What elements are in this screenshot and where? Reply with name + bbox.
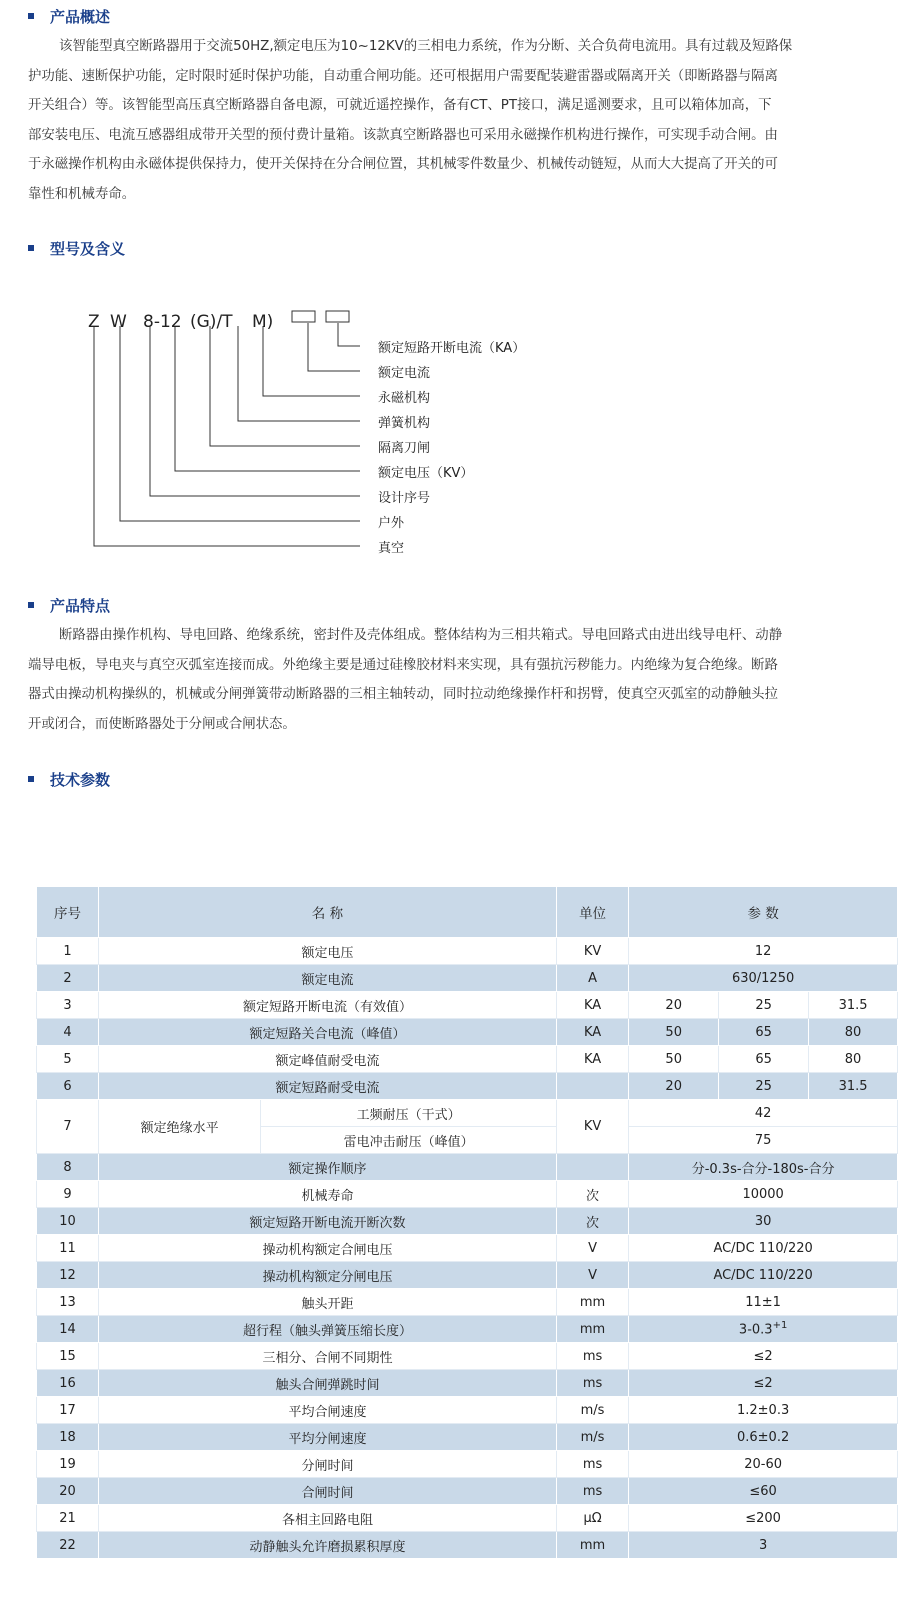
table-row [37,1154,898,1181]
paragraph-line: 器式由操动机构操纵的，机械或分闸弹簧带动断路器的三相主轴转动，同时拉动绝缘操作杆和拐臂，使真空灭弧室的动静触头拉 [28,687,778,702]
cell-value: 65 [719,1019,809,1046]
blank-box-1 [292,311,315,322]
table-row [37,1289,898,1316]
features-title: 产品特点 [50,597,111,615]
cell-unit: ms [556,1343,628,1370]
value-text: ≤60 [749,1483,777,1499]
cell-unit: ms [556,1370,628,1397]
code-part-m: M) [252,312,274,332]
value-text: 分-0.3s-合分-180s-合分 [691,1161,835,1177]
cell-name: 额定短路耐受电流 [99,1073,557,1100]
cell-subname: 雷电冲击耐压（峰值） [261,1127,557,1154]
cell-name: 额定电压 [99,938,557,965]
cell-unit: ms [556,1478,628,1505]
table-row [37,1208,898,1235]
paragraph-line: 该智能型真空断路器用于交流50HZ,额定电压为10~12KV的三相电力系统，作为分断、关合负荷电流用。具有过载及短路保 [59,39,793,54]
cell-name: 额定短路开断电流开断次数 [99,1208,557,1235]
cell-value: 65 [719,1046,809,1073]
code-part-8-12: 8-12 [143,312,182,332]
paragraph-line: 开或闭合，而使断路器处于分闸或合闸状态。 [28,716,296,732]
cell-value [629,1478,898,1505]
table-row [37,965,898,992]
cell-no: 15 [37,1343,99,1370]
table-row [37,992,898,1019]
cell-value: 20 [629,1073,719,1100]
cell-value [629,1289,898,1316]
cell-no: 7 [37,1100,99,1154]
cell-unit: μΩ [556,1505,628,1532]
cell-name: 额定操作顺序 [99,1154,557,1181]
cell-name: 合闸时间 [99,1478,557,1505]
table-row [37,1262,898,1289]
overview-paragraph [28,32,898,209]
cell-name: 分闸时间 [99,1451,557,1478]
value-text: 20-60 [744,1456,782,1472]
cell-name: 三相分、合闸不同期性 [99,1343,557,1370]
paragraph-line: 开关组合）等。该智能型高压真空断路器自备电源，可就近遥控操作，备有CT、PT接口，满足遥测要求，且可以箱体加高，下 [28,98,772,113]
cell-no: 1 [37,938,99,965]
connector-line [94,326,360,546]
cell-unit: KV [556,1100,628,1154]
paragraph-line: 端导电板，导电夹与真空灭弧室连接而成。外绝缘主要是通过硅橡胶材料来实现，具有强抗污秽能力。内绝缘为复合绝缘。断路 [28,657,778,673]
cell-unit: V [556,1262,628,1289]
paragraph-line: 护功能、速断保护功能，定时限时延时保护功能，自动重合闸功能。还可根据用户需要配装避雷器或隔离开关（即断路器与隔离 [28,68,778,84]
code-part-z: Z [88,312,100,332]
model-label: 真空 [378,541,405,556]
code-part-g-t: (G)/T [190,312,233,332]
value-text: ≤2 [753,1375,773,1391]
cell-unit: V [556,1235,628,1262]
table-row [37,1505,898,1532]
value-text: 1.2±0.3 [736,1402,790,1418]
value-text: 12 [754,943,772,959]
cell-no: 11 [37,1235,99,1262]
cell-value: 25 [719,1073,809,1100]
model-code-diagram [0,290,924,590]
cell-no: 14 [37,1316,99,1343]
cell-value [629,938,898,965]
connector-line [338,323,360,346]
value-text: 3 [758,1537,768,1553]
cell-value [629,1181,898,1208]
cell-value [629,1532,898,1559]
cell-name: 平均分闸速度 [99,1424,557,1451]
cell-value [629,1451,898,1478]
table-row [37,1046,898,1073]
value-text: AC/DC 110/220 [713,1267,813,1283]
table-row [37,1019,898,1046]
cell-name: 触头开距 [99,1289,557,1316]
cell-unit: 次 [556,1181,628,1208]
cell-no: 21 [37,1505,99,1532]
paragraph-line: 断路器由操作机构、导电回路、绝缘系统，密封件及壳体组成。整体结构为三相共箱式。导电回路式由进出线导电杆、动静 [59,628,783,643]
table-row [37,1100,898,1127]
cell-value: 31.5 [809,992,898,1019]
table-row [37,1532,898,1559]
connector-line [308,323,360,371]
value-text: 10000 [742,1186,784,1202]
cell-value [629,1424,898,1451]
cell-unit [556,1073,628,1100]
cell-no: 16 [37,1370,99,1397]
cell-subname: 工频耐压（干式） [261,1100,557,1127]
model-label: 永磁机构 [378,391,431,406]
cell-unit: KA [556,1046,628,1073]
table-row [37,1316,898,1343]
model-label: 额定电压（KV） [378,466,474,481]
value-text: 11±1 [745,1294,781,1310]
cell-value [629,1235,898,1262]
connector-line [120,326,360,521]
value-text: AC/DC 110/220 [713,1240,813,1256]
cell-value [629,1316,898,1343]
table-row [37,1370,898,1397]
cell-unit: 次 [556,1208,628,1235]
cell-no: 19 [37,1451,99,1478]
cell-value [629,1343,898,1370]
header-param: 参 数 [629,887,898,938]
cell-value [629,1370,898,1397]
cell-name: 额定电流 [99,965,557,992]
header-name: 名 称 [99,887,557,938]
table-header-row [37,887,898,938]
table-row [37,1478,898,1505]
cell-name: 超行程（触头弹簧压缩长度） [99,1316,557,1343]
cell-unit: mm [556,1532,628,1559]
cell-value [629,965,898,992]
cell-no: 5 [37,1046,99,1073]
cell-no: 20 [37,1478,99,1505]
table-row [37,938,898,965]
section-heading-overview [28,6,110,28]
cell-value: 50 [629,1019,719,1046]
cell-no: 12 [37,1262,99,1289]
connector-line [238,326,360,421]
section-heading-model [28,238,125,260]
cell-no: 18 [37,1424,99,1451]
cell-unit: KA [556,1019,628,1046]
tech-params-table [36,886,898,1559]
cell-name: 动静触头允许磨损累积厚度 [99,1532,557,1559]
model-label: 设计序号 [378,491,431,506]
cell-value: 80 [809,1046,898,1073]
section-heading-features [28,595,110,617]
cell-value: 75 [629,1127,898,1154]
cell-unit: mm [556,1289,628,1316]
square-bullet-icon [28,13,34,19]
section-heading-tech [28,769,110,791]
cell-value [629,1262,898,1289]
square-bullet-icon [28,776,34,782]
paragraph-line: 靠性和机械寿命。 [28,186,136,202]
header-unit: 单位 [556,887,628,938]
cell-name: 触头合闸弹跳时间 [99,1370,557,1397]
cell-name: 操动机构额定分闸电压 [99,1262,557,1289]
header-no: 序号 [37,887,99,938]
model-label: 额定电流 [378,366,431,381]
features-paragraph [28,621,898,739]
cell-no: 2 [37,965,99,992]
value-text: ≤200 [745,1510,781,1526]
table-row [37,1343,898,1370]
cell-no: 17 [37,1397,99,1424]
paragraph-line: 于永磁操作机构由永磁体提供保持力，使开关保持在分合闸位置，其机械零件数量少、机械传动链短，从而大大提高了开关的可 [28,157,778,172]
cell-value [629,1505,898,1532]
connector-line [175,326,360,471]
cell-no: 6 [37,1073,99,1100]
cell-no: 4 [37,1019,99,1046]
value-text: 0.6±0.2 [736,1429,790,1445]
cell-value: 42 [629,1100,898,1127]
cell-unit [556,1154,628,1181]
cell-unit: KV [556,938,628,965]
cell-name: 机械寿命 [99,1181,557,1208]
model-label: 隔离刀闸 [378,441,431,456]
model-diagram-lines [0,290,924,590]
value-superscript: +1 [772,1320,788,1332]
value-text: 630/1250 [731,970,795,986]
cell-no: 8 [37,1154,99,1181]
table-row [37,1073,898,1100]
cell-name: 平均合闸速度 [99,1397,557,1424]
cell-unit: KA [556,992,628,1019]
square-bullet-icon [28,602,34,608]
cell-value [629,1208,898,1235]
cell-no: 10 [37,1208,99,1235]
cell-no: 22 [37,1532,99,1559]
cell-no: 3 [37,992,99,1019]
model-label: 户外 [378,516,405,531]
cell-value: 31.5 [809,1073,898,1100]
model-title: 型号及含义 [50,240,126,258]
cell-name: 额定绝缘水平 [99,1100,261,1154]
cell-value: 80 [809,1019,898,1046]
cell-value: 50 [629,1046,719,1073]
cell-value: 20 [629,992,719,1019]
code-part-w: W [110,312,127,332]
cell-unit: m/s [556,1424,628,1451]
table-row [37,1235,898,1262]
cell-unit: A [556,965,628,992]
cell-name: 各相主回路电阻 [99,1505,557,1532]
cell-name: 额定短路关合电流（峰值） [99,1019,557,1046]
cell-unit: m/s [556,1397,628,1424]
cell-value: 25 [719,992,809,1019]
cell-unit: mm [556,1316,628,1343]
table-row [37,1181,898,1208]
table-row [37,1397,898,1424]
cell-no: 13 [37,1289,99,1316]
tech-title: 技术参数 [50,771,111,789]
value-text: 3-0.3 [738,1322,773,1338]
cell-name: 操动机构额定合闸电压 [99,1235,557,1262]
cell-unit: ms [556,1451,628,1478]
cell-value [629,1397,898,1424]
value-text: ≤2 [753,1348,773,1364]
model-label: 额定短路开断电流（KA） [378,341,526,356]
paragraph-line: 部安装电压、电流互感器组成带开关型的预付费计量箱。该款真空断路器也可采用永磁操作机构进行操作，可实现手动合闸。由 [28,127,778,143]
model-label: 弹簧机构 [378,416,431,431]
cell-name: 额定峰值耐受电流 [99,1046,557,1073]
square-bullet-icon [28,245,34,251]
cell-name: 额定短路开断电流（有效值） [99,992,557,1019]
connector-line [263,326,360,396]
overview-title: 产品概述 [50,8,111,26]
cell-value [629,1154,898,1181]
blank-box-2 [326,311,349,322]
value-text: 30 [754,1213,772,1229]
table-row [37,1424,898,1451]
cell-no: 9 [37,1181,99,1208]
table-row [37,1451,898,1478]
